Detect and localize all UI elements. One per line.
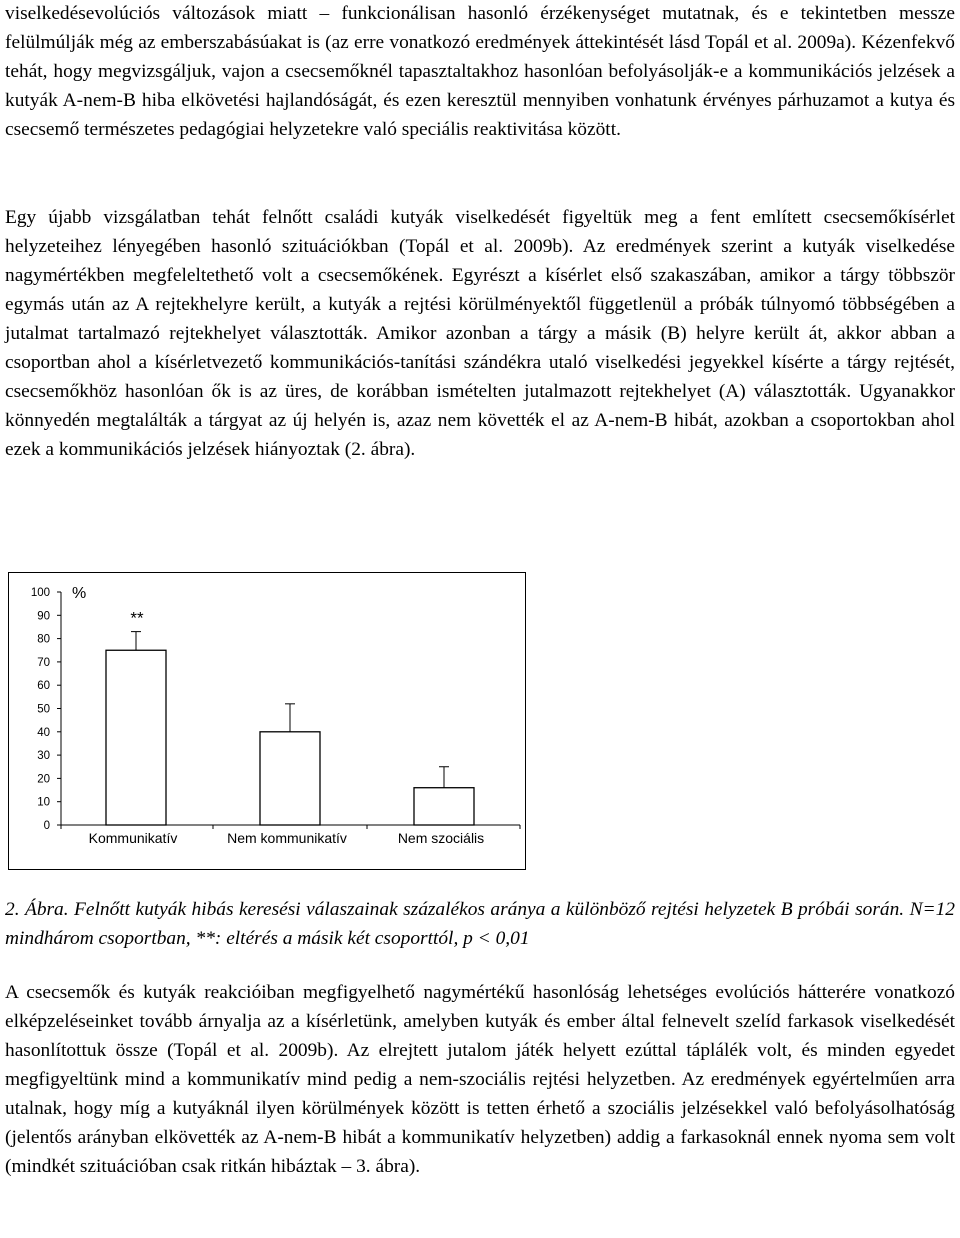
y-tick-label: 40 — [37, 726, 50, 739]
figure-2-chart — [8, 572, 526, 870]
y-tick-label: 70 — [37, 656, 50, 669]
y-tick-label: 30 — [37, 750, 50, 763]
y-axis-label: % — [72, 585, 87, 602]
x-tick-label: Nem kommunikatív — [227, 830, 347, 846]
bar — [260, 732, 320, 825]
y-tick-label: 10 — [37, 796, 50, 809]
x-tick-label: Kommunikatív — [88, 830, 178, 846]
paragraph-1: viselkedésevolúciós változások miatt – funkcionálisan hasonló érzékenységet mutatnak, és e tekintetben messze felülmúlják még az emberszabásúakat is (az erre vonatkozó eredmények áttekintését lásd Topál et al. 2009a). Kézenfekvő tehát, hogy megvizsgáljuk, vajon a csecsemőknél tapasztaltakhoz hasonlóan befolyásolják-e a kommunikációs jelzések a kutyák A-nem-B hiba elkövetési hajlandóságát, és ezen keresztül mennyiben vonhatunk érvényes párhuzamot a kutya és csecsemő természetes pedagógiai helyzetekre való speciális reaktivitása között. — [5, 3, 955, 140]
y-tick-label: 100 — [30, 587, 50, 599]
x-tick-label: Nem szociális — [397, 830, 485, 846]
significance-label: ** — [130, 608, 144, 628]
y-tick-label: 80 — [37, 633, 50, 646]
bar-chart-svg — [9, 573, 525, 869]
y-tick-label: 60 — [37, 680, 50, 693]
y-tick-label: 0 — [43, 820, 50, 832]
y-tick-label: 50 — [37, 703, 50, 716]
paragraph-2: Egy újabb vizsgálatban tehát felnőtt családi kutyák viselkedését figyeltük meg a fent említett csecsemőkísérlet helyzeteihez lényegében hasonló szituációkban (Topál et al. 2009b). Az eredmények szerint a kutyák viselkedése nagymértékben megfeleltethető volt a csecsemőkének. Egyrészt a kísérlet első szakaszában, amikor a tárgy többször egymás után az A rejtekhelyre került, a kutyák a rejtési körülményektől függetlenül a próbák túlnyomó többségében a jutalmat tartalmazó rejtekhelyet választották. Amikor azonban a tárgy a másik (B) helyre került át, akkor abban a csoportban ahol a kísérletvezető kommunikációs-tanítási szándékra utaló viselkedési jegyekkel kísérte a tárgy rejtését, csecsemőkhöz hasonlóan ők is az üres, de korábban ismételten jutalmazott rejtekhelyet (A) választották. Ugyanakkor könnyedén megtalálták a tárgyat az új helyén is, azaz nem követték el az A-nem-B hibát, azokban a csoportokban ahol ezek a kommunikációs jelzések hiányoztak (2. ábra). — [5, 207, 955, 460]
y-tick-label: 90 — [37, 610, 50, 623]
bar — [106, 650, 166, 825]
y-tick-label: 20 — [37, 773, 50, 786]
figure-caption: 2. Ábra. Felnőtt kutyák hibás keresési válaszainak százalékos aránya a különböző rejtési helyzetek B próbái során. N=12 mindhárom csoportban, **: eltérés a másik két csoporttól, p < 0,01 — [5, 899, 955, 949]
paragraph-3: A csecsemők és kutyák reakcióiban megfigyelhető nagymértékű hasonlóság lehetséges evolúciós hátterére vonatkozó elképzeléseinket tovább árnyalja az a kísérletünk, amelyben kutyák és ember által felnevelt szelíd farkasok viselkedését hasonlítottuk össze (Topál et al. 2009b). Az elrejtett jutalom játék helyett ezúttal táplálék volt, és minden egyedet megfigyeltünk mind a kommunikatív mind pedig a nem-szociális rejtési helyzetben. Az eredmények egyértelműen arra utalnak, hogy míg a kutyáknál ilyen körülmények között is tetten érhető a szociális jelzésekkel való befolyásolhatóság (jelentős arányban elkövették az A-nem-B hibát a kommunikatív helyzetben) addig a farkasoknál ennek nyoma sem volt (mindkét szituációban csak ritkán hibáztak – 3. ábra). — [5, 982, 955, 1177]
bar — [414, 788, 474, 825]
